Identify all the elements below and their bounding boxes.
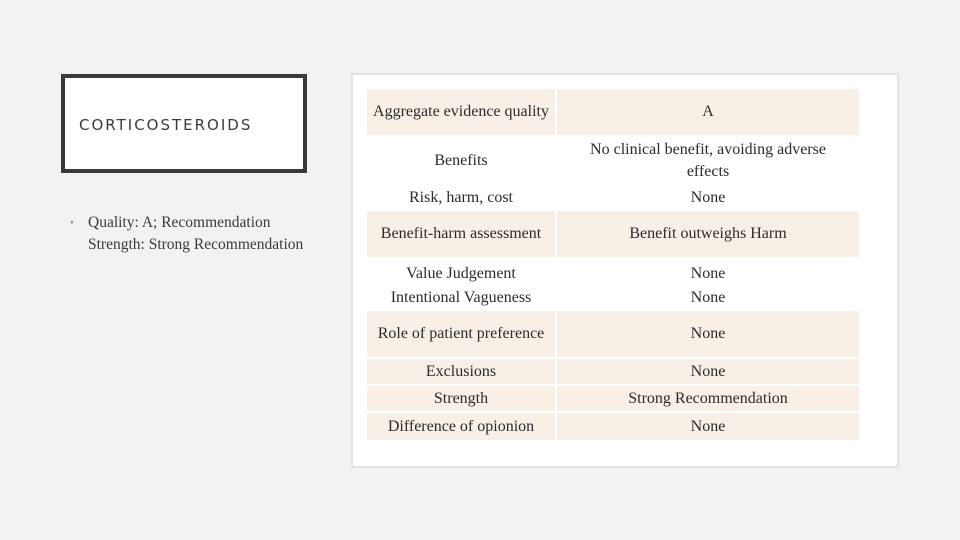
table-cell-value: None — [557, 311, 859, 359]
table-cell-label: Risk, harm, cost — [367, 187, 557, 211]
table-cell-label: Benefit-harm assessment — [367, 211, 557, 259]
table-cell-label: Value Judgement — [367, 259, 557, 287]
table-cell-label: Benefits — [367, 137, 557, 187]
table-cell-value: None — [557, 413, 859, 440]
bullet-dot-icon: • — [70, 217, 74, 229]
table-cell-label: Role of patient preference — [367, 311, 557, 359]
table-frame — [351, 73, 899, 468]
table-cell-label: Difference of opionion — [367, 413, 557, 440]
slide-title: CORTICOSTEROIDS — [79, 116, 253, 134]
table-cell-value: None — [557, 287, 859, 311]
bullet-item — [70, 212, 310, 256]
bullet-list — [70, 212, 310, 256]
table-cell-label: Exclusions — [367, 359, 557, 386]
table-cell-value: None — [557, 359, 859, 386]
table-cell-value: Benefit outweighs Harm — [557, 211, 859, 259]
title-box — [61, 74, 307, 173]
recommendation-table — [367, 89, 859, 455]
table-cell-label: Strength — [367, 386, 557, 413]
table-cell-label: Intentional Vagueness — [367, 287, 557, 311]
bullet-text: Quality: A; Recommendation Strength: Strong Recommendation — [88, 214, 304, 253]
table-cell-value: None — [557, 259, 859, 287]
table-cell-value: A — [557, 89, 859, 137]
table-cell-value: Strong Recommendation — [557, 386, 859, 413]
table-grid — [367, 89, 859, 440]
table-cell-label: Aggregate evidence quality — [367, 89, 557, 137]
table-cell-value: No clinical benefit, avoiding adverse effects — [557, 137, 859, 187]
table-cell-value: None — [557, 187, 859, 211]
